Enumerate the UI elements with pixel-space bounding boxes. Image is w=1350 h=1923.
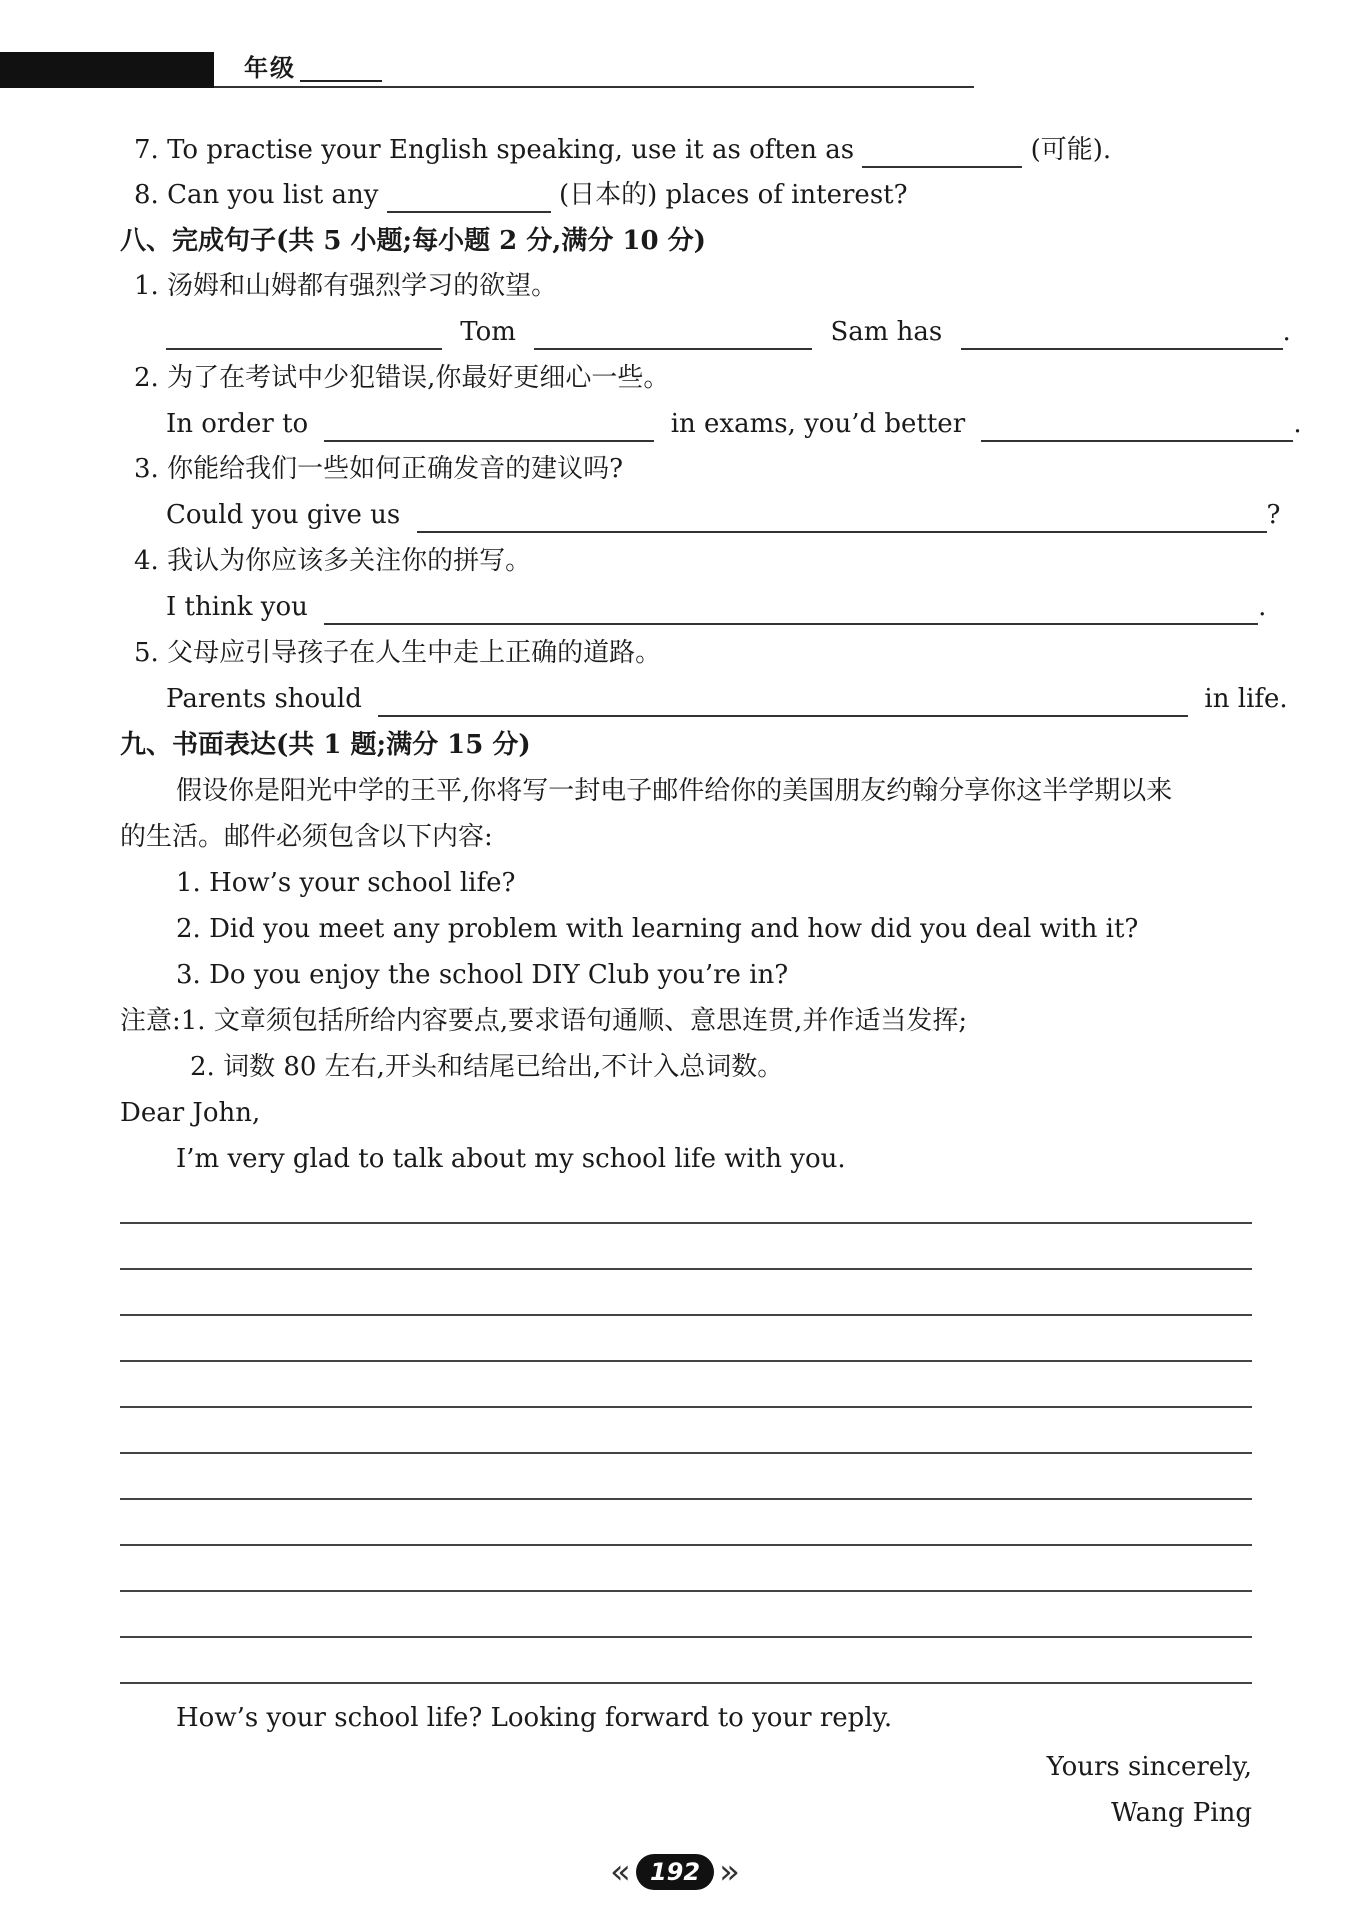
section-8-title: 八、完成句子(共 5 小题;每小题 2 分,满分 10 分) [120,226,706,256]
s9-point-2: 2. Did you meet any problem with learning and how did you deal with it? [176,914,1139,944]
s8-5-blank[interactable] [378,687,1188,717]
writing-line[interactable] [120,1268,1252,1270]
writing-line[interactable] [120,1590,1252,1592]
writing-line[interactable] [120,1636,1252,1638]
s8-3-blank[interactable] [417,503,1267,533]
s8-item-3-cn: 3. 你能给我们一些如何正确发音的建议吗? [134,454,624,484]
letter-closing: How’s your school life? Looking forward to your reply. [176,1703,893,1733]
s8-item-2-cn: 2. 为了在考试中少犯错误,你最好更细心一些。 [134,363,670,393]
s8-2-blank-a[interactable] [324,412,654,442]
s9-point-3: 3. Do you enjoy the school DIY Club you’re in? [176,960,789,990]
s9-intro-line-1: 假设你是阳光中学的王平,你将写一封电子邮件给你的美国朋友约翰分享你这半学期以来 [176,776,1173,806]
grade-blank[interactable] [300,80,382,82]
s9-note-2: 2. 词数 80 左右,开头和结尾已给出,不计入总词数。 [190,1052,784,1082]
s8-item-2-en: In order to in exams, you’d better . [166,406,1302,442]
s8-1-blank-a[interactable] [166,320,442,350]
writing-line[interactable] [120,1682,1252,1684]
s8-item-1-en: Tom Sam has . [166,314,1291,350]
page-number: 192 [636,1854,714,1890]
letter-opening: I’m very glad to talk about my school life with you. [176,1144,846,1174]
writing-line[interactable] [120,1452,1252,1454]
s8-item-3-en: Could you give us ? [166,497,1280,533]
grade-label: 年级 [244,53,296,82]
letter-signoff: Yours sincerely, [1046,1752,1252,1782]
writing-line[interactable] [120,1222,1252,1224]
q7-blank[interactable] [862,138,1022,168]
question-8: 8. Can you list any (日本的) places of interest? [134,177,908,213]
section-9-title: 九、书面表达(共 1 题;满分 15 分) [120,730,531,760]
writing-line[interactable] [120,1544,1252,1546]
header-black-bar [0,52,214,88]
s8-item-4-cn: 4. 我认为你应该多关注你的拼写。 [134,546,532,576]
letter-salutation: Dear John, [120,1098,261,1128]
chevron-left-icon: « [610,1852,631,1892]
s8-item-5-cn: 5. 父母应引导孩子在人生中走上正确的道路。 [134,638,662,668]
s8-item-5-en: Parents should in life. [166,681,1288,717]
header-rule [214,86,974,88]
chevron-right-icon: » [719,1852,740,1892]
s9-intro-line-2: 的生活。邮件必须包含以下内容: [120,822,493,852]
s8-item-1-cn: 1. 汤姆和山姆都有强烈学习的欲望。 [134,271,558,301]
s8-item-4-en: I think you . [166,589,1266,625]
s8-1-blank-b[interactable] [534,320,812,350]
s8-1-blank-c[interactable] [961,320,1283,350]
s8-4-blank[interactable] [324,595,1258,625]
writing-line[interactable] [120,1314,1252,1316]
writing-line[interactable] [120,1406,1252,1408]
writing-line[interactable] [120,1498,1252,1500]
question-7: 7. To practise your English speaking, use it as often as (可能). [134,132,1111,168]
page-footer [0,1852,1350,1892]
s9-note-1: 注意:1. 文章须包括所给内容要点,要求语句通顺、意思连贯,并作适当发挥; [120,1006,968,1036]
s9-point-1: 1. How’s your school life? [176,868,516,898]
s8-2-blank-b[interactable] [981,412,1293,442]
letter-signature: Wang Ping [1111,1798,1252,1828]
q8-blank[interactable] [387,183,551,213]
writing-line[interactable] [120,1360,1252,1362]
